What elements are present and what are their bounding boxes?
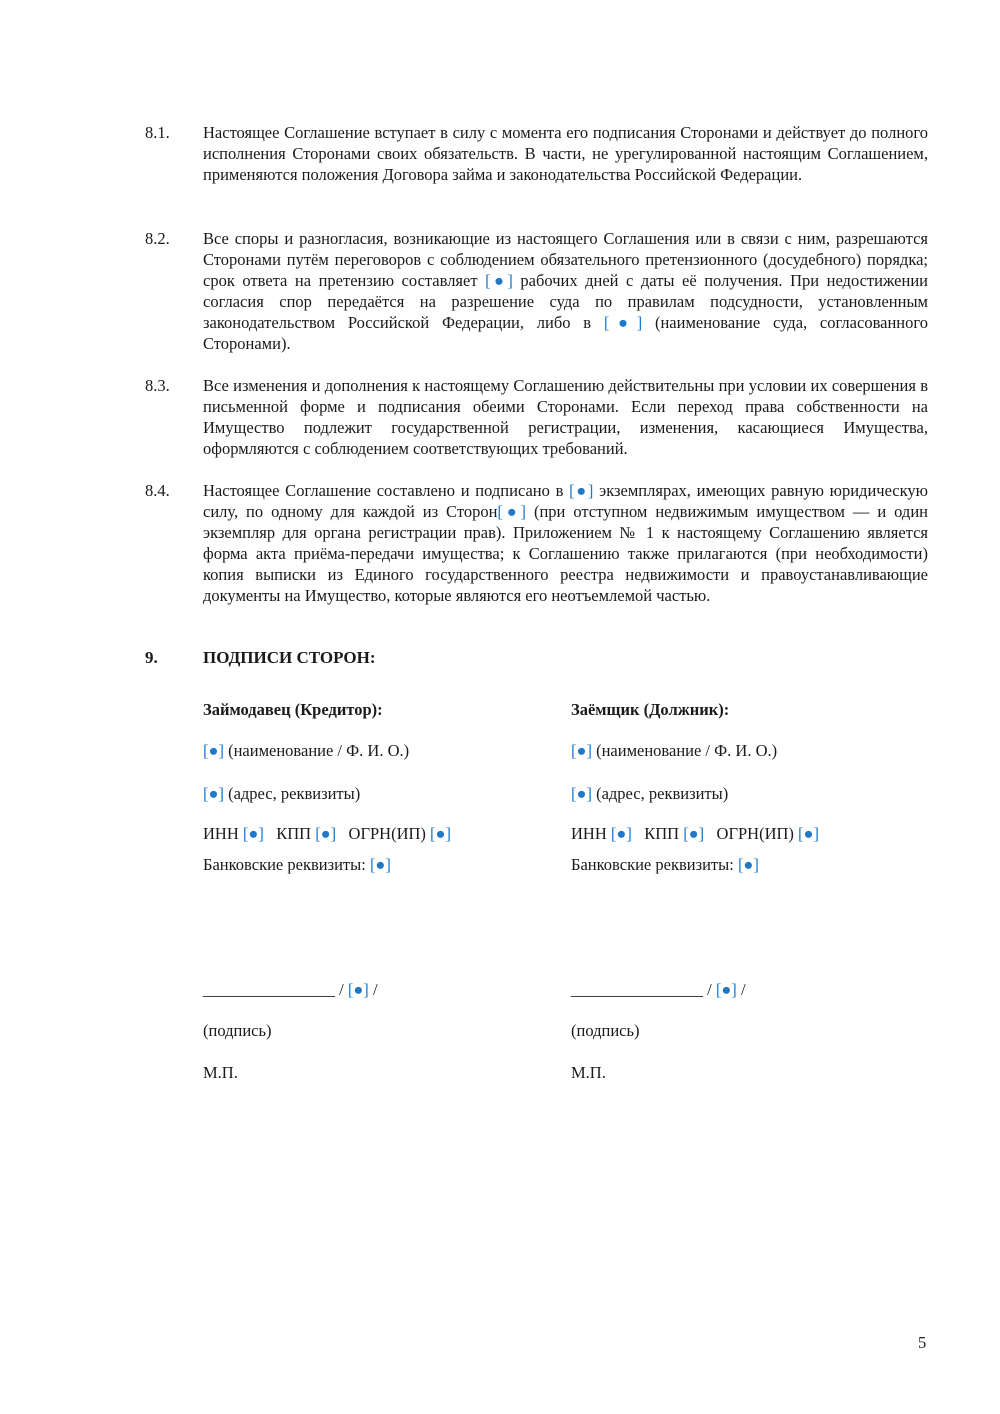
party-heading: Займодавец (Кредитор): <box>203 700 383 719</box>
clause-text <box>203 122 928 185</box>
placeholder-field[interactable]: [●] <box>203 784 224 803</box>
clause-text-part: (при отступном недвижимым имуществом — и один экземпляр для органа регистрации прав). Приложением № 1 к настоящему Соглашению является форма акта приёма-передачи имущества; к Соглашению также прилагаются (при необходимости) копия выписки из Единого государственного реестра недвижимости и правоустанавливающие документы на Имущество, которые являются его неотъемлемой частью. <box>203 502 928 605</box>
signature-caption: (подпись) <box>203 1021 272 1040</box>
clause-number: 8.1. <box>145 123 170 142</box>
clause-text-part: Настоящее Соглашение вступает в силу с момента его подписания Сторонами и действует до полного исполнения Сторонами своих обязательств. В части, не урегулированной настоящим Соглашением, применяются положения Договора займа и законодательства Российской Федерации. <box>203 123 928 184</box>
inn-label: ИНН <box>571 824 611 843</box>
signature-blank[interactable]: ________________ / <box>203 980 348 999</box>
placeholder-field[interactable]: [●] <box>715 980 737 999</box>
field-hint: (адрес, реквизиты) <box>223 784 361 803</box>
signature-caption: (подпись) <box>571 1021 640 1040</box>
clause-text <box>203 480 928 606</box>
inn-label: ИНН <box>203 824 243 843</box>
stamp-label: М.П. <box>203 1063 238 1082</box>
placeholder-field[interactable]: [●] <box>571 784 592 803</box>
field-hint: (наименование / Ф. И. О.) <box>591 741 778 760</box>
clause-8-1 <box>145 122 928 185</box>
placeholder-field[interactable]: [●] <box>798 824 819 843</box>
placeholder-field[interactable]: [●] <box>683 824 705 843</box>
clause-8-3 <box>145 375 928 459</box>
clause-text-part: рабочих дней с даты её получения. При недостижении согласия спор передаётся на разрешение суда по правилам подсудности, установленным законодательством Российской Федерации, либо в <box>203 271 928 332</box>
placeholder-field[interactable]: [●] <box>430 824 451 843</box>
field-hint: (наименование / Ф. И. О.) <box>223 741 410 760</box>
clause-text-part: (наименование суда, согласованного Сторонами). <box>203 313 928 353</box>
placeholder-field[interactable]: [●] <box>571 741 592 760</box>
party-bank-row <box>203 855 391 875</box>
placeholder-field[interactable]: [●] <box>369 855 391 874</box>
placeholder-field[interactable]: [●] <box>610 824 632 843</box>
clause-text <box>203 228 928 354</box>
bank-label: Банковские реквизиты: <box>203 855 370 874</box>
clause-8-4 <box>145 480 928 606</box>
placeholder-field[interactable]: [●] <box>347 980 369 999</box>
placeholder-field[interactable]: [●] <box>315 824 337 843</box>
section-title: ПОДПИСИ СТОРОН: <box>203 648 376 667</box>
clause-8-2 <box>145 228 928 354</box>
party-name-row <box>571 741 777 761</box>
field-hint: (адрес, реквизиты) <box>591 784 729 803</box>
clause-text-part: Все споры и разногласия, возникающие из настоящего Соглашения или в связи с ним, разрешаются Сторонами путём переговоров с соблюдением обязательного претензионного (досудебного) порядка; срок ответа на претензию составляет <box>203 229 928 290</box>
bank-label: Банковские реквизиты: <box>571 855 738 874</box>
clause-number: 8.4. <box>145 481 170 500</box>
signature-line <box>571 980 746 1000</box>
placeholder-field[interactable]: [●] <box>603 313 643 332</box>
placeholder-field[interactable]: [●] <box>485 271 513 290</box>
signature-tail: / <box>368 980 378 999</box>
page-number: 5 <box>918 1333 927 1352</box>
signature-tail: / <box>736 980 746 999</box>
ogrn-label: ОГРН(ИП) <box>716 824 799 843</box>
party-heading: Заёмщик (Должник): <box>571 700 730 719</box>
party-bank-row <box>571 855 759 875</box>
placeholder-field[interactable]: [●] <box>242 824 264 843</box>
clause-text-part: Настоящее Соглашение составлено и подписано в <box>203 481 570 500</box>
placeholder-field[interactable]: [●] <box>737 855 759 874</box>
kpp-label: КПП <box>276 824 316 843</box>
placeholder-field[interactable]: [●] <box>497 502 527 521</box>
party-codes-row <box>203 824 451 844</box>
party-address-row <box>203 784 360 804</box>
party-codes-row <box>571 824 819 844</box>
clause-text-part: Все изменения и дополнения к настоящему Соглашению действительны при условии их совершения в письменной форме и подписания обеими Сторонами. Если переход права собственности на Имущество подлежит государственной регистрации, изменения, касающиеся Имущества, оформляются с соблюдением соответствующих требований. <box>203 376 928 458</box>
clause-text <box>203 375 928 459</box>
signature-blank[interactable]: ________________ / <box>571 980 716 999</box>
section-number: 9. <box>145 648 158 667</box>
party-name-row <box>203 741 409 761</box>
clause-text-part: экземплярах, имеющих равную юридическую силу, по одному для каждой из Сторон <box>203 481 928 521</box>
placeholder-field[interactable]: [●] <box>569 481 594 500</box>
placeholder-field[interactable]: [●] <box>203 741 224 760</box>
signature-line <box>203 980 378 1000</box>
stamp-label: М.П. <box>571 1063 606 1082</box>
party-address-row <box>571 784 728 804</box>
ogrn-label: ОГРН(ИП) <box>348 824 431 843</box>
kpp-label: КПП <box>644 824 684 843</box>
clause-number: 8.2. <box>145 229 170 248</box>
clause-number: 8.3. <box>145 376 170 395</box>
